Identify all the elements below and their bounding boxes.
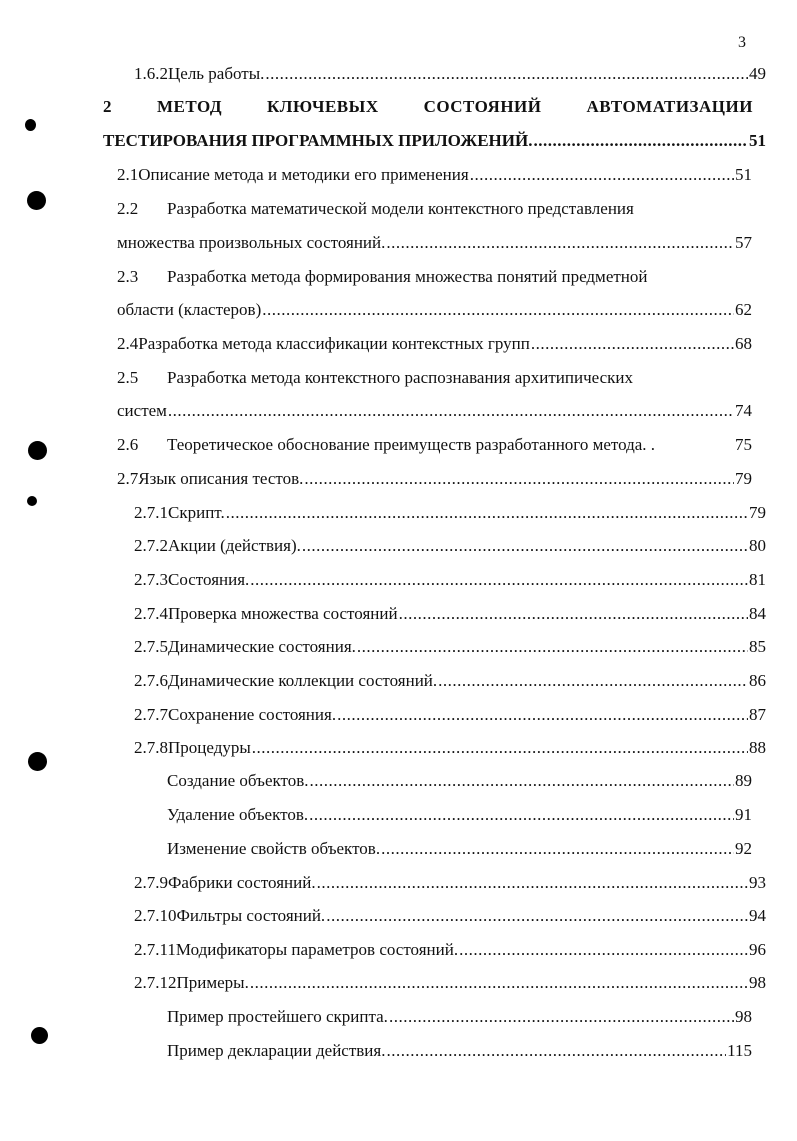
toc-title: Цель работы. [168, 64, 265, 83]
punch-hole [28, 752, 47, 771]
leader-dots [226, 503, 748, 523]
toc-subentry [167, 771, 752, 791]
toc-entry [117, 165, 752, 185]
toc-subentry [167, 1007, 752, 1027]
toc-entry-line1 [117, 368, 633, 388]
toc-page: 79 [749, 503, 766, 522]
toc-title: Создание объектов. [167, 771, 309, 790]
toc-page: 57 [735, 233, 752, 252]
leader-dots [459, 940, 748, 960]
toc-title: Пример простейшего скрипта. [167, 1007, 388, 1026]
leader-dots [310, 771, 734, 791]
toc-title: Сохранение состояния. [168, 705, 337, 724]
toc-number: 2.2 [117, 199, 139, 218]
toc-title: Процедуры [168, 738, 251, 757]
toc-number: 2.7.3 [134, 570, 168, 589]
toc-entry [134, 503, 766, 523]
leader-dots [302, 536, 748, 556]
leader-dots [265, 64, 748, 84]
toc-title: Описание метода и методики его применения [138, 165, 469, 184]
toc-title: Пример декларации действия. [167, 1041, 386, 1060]
toc-page: 49 [749, 64, 766, 83]
toc-number: 2.7.1 [134, 503, 168, 522]
toc-title: Проверка множества состояний [168, 604, 398, 623]
toc-entry [134, 637, 766, 657]
leader-dots [399, 604, 748, 624]
punch-hole [27, 496, 37, 506]
toc-page: 68 [735, 334, 752, 353]
toc-number: 2.7.4 [134, 604, 168, 623]
toc-page: 86 [749, 671, 766, 690]
toc-entry [134, 570, 766, 590]
leader-dots [337, 705, 748, 725]
toc-entry [117, 334, 752, 354]
leader-dots [326, 906, 748, 926]
leader-dots [531, 334, 734, 354]
leader-dots [262, 300, 734, 320]
leader-dots [357, 637, 748, 657]
toc-page: 89 [735, 771, 752, 790]
toc-page: 93 [749, 873, 766, 892]
toc-title: Разработка метода классификации контекстных групп [138, 334, 530, 353]
leader-dots [304, 469, 734, 489]
toc-entry [134, 738, 766, 758]
toc-subentry [167, 839, 752, 859]
toc-page: 98 [735, 1007, 752, 1026]
toc-title: Фильтры состояний. [176, 906, 326, 925]
chapter-title: ТЕСТИРОВАНИЯ ПРОГРАММНЫХ ПРИЛОЖЕНИЙ. [103, 131, 533, 150]
toc-entry-line1 [117, 267, 647, 287]
toc-entry [134, 64, 766, 84]
toc-title-cont: систем [117, 401, 167, 420]
leader-dots [317, 873, 748, 893]
toc-page: 51 [735, 165, 752, 184]
chapter-heading-line1 [103, 97, 753, 117]
toc-title: Фабрики состояний. [168, 873, 316, 892]
chapter-word: СОСТОЯНИЙ [423, 97, 542, 116]
toc-page: 92 [735, 839, 752, 858]
leader-dots [168, 401, 734, 421]
toc-entry-line2 [117, 233, 752, 253]
toc-page: 87 [749, 705, 766, 724]
toc-page: 80 [749, 536, 766, 555]
toc-number: 2.7.9 [134, 873, 168, 892]
toc-subentry [167, 805, 752, 825]
leader-dots [533, 131, 748, 151]
toc-title: Скрипт. [168, 503, 225, 522]
toc-entry [134, 873, 766, 893]
toc-number: 2.7.7 [134, 705, 168, 724]
toc-title: Изменение свойств объектов. [167, 839, 381, 858]
toc-title: Акции (действия). [168, 536, 301, 555]
punch-hole [28, 441, 47, 460]
chapter-heading-line2 [103, 131, 766, 151]
chapter-number: 2 [103, 97, 112, 116]
toc-page: 51 [749, 131, 766, 150]
toc-page: 98 [749, 973, 766, 992]
toc-subentry [167, 1041, 752, 1061]
toc-number: 2.7.10 [134, 906, 177, 925]
leader-dots [386, 233, 734, 253]
toc-number: 2.7.8 [134, 738, 168, 757]
punch-hole [31, 1027, 48, 1044]
toc-number: 2.7 [117, 469, 139, 488]
toc-entry [117, 435, 752, 455]
toc-entry [134, 536, 766, 556]
toc-number: 2.5 [117, 368, 139, 387]
toc-entry [134, 973, 766, 993]
toc-title-cont: множества произвольных состояний. [117, 233, 386, 252]
toc-page: 79 [735, 469, 752, 488]
leader-dots [381, 839, 734, 859]
chapter-word: МЕТОД [156, 97, 223, 116]
punch-hole [25, 119, 36, 131]
toc-entry-line2 [117, 300, 752, 320]
toc-page: 88 [749, 738, 766, 757]
toc-number: 2.7.11 [134, 940, 176, 959]
toc-entry [134, 940, 766, 960]
toc-page: 85 [749, 637, 766, 656]
toc-title: Теоретическое обоснование преимуществ разработанного метода. . [167, 435, 656, 454]
toc-title: Язык описания тестов. [138, 469, 304, 488]
toc-title: Примеры. [176, 973, 249, 992]
toc-title: Состояния. [168, 570, 250, 589]
toc-title: Динамические коллекции состояний. [168, 671, 438, 690]
leader-dots [389, 1007, 734, 1027]
toc-number: 2.7.5 [134, 637, 168, 656]
toc-entry-line1 [117, 199, 634, 219]
toc-number: 2.7.6 [134, 671, 168, 690]
toc-page: 74 [735, 401, 752, 420]
leader-dots [386, 1041, 726, 1061]
toc-entry [134, 604, 766, 624]
toc-entry [134, 705, 766, 725]
toc-number: 2.4 [117, 334, 139, 353]
page-number: 3 [738, 34, 746, 51]
leader-dots [250, 973, 748, 993]
leader-dots [309, 805, 734, 825]
toc-entry [117, 469, 752, 489]
toc-number: 2.3 [117, 267, 139, 286]
leader-dots [252, 738, 748, 758]
toc-page: 96 [749, 940, 766, 959]
toc-page: 94 [749, 906, 766, 925]
toc-page: 84 [749, 604, 766, 623]
toc-number: 1.6.2 [134, 64, 168, 83]
chapter-word: АВТОМАТИЗАЦИИ [586, 97, 753, 116]
toc-title: Разработка метода контекстного распознавания архитипических [167, 368, 633, 387]
toc-title: Разработка метода формирования множества понятий предметной [167, 267, 648, 286]
toc-page: 81 [749, 570, 766, 589]
punch-hole [27, 191, 46, 210]
toc-title: Разработка математической модели контекстного представления [167, 199, 634, 218]
toc-title-cont: области (кластеров) [117, 300, 262, 319]
leader-dots [470, 165, 734, 185]
leader-dots [250, 570, 748, 590]
toc-number: 2.6 [117, 435, 139, 454]
toc-number: 2.7.12 [134, 973, 177, 992]
toc-number: 2.1 [117, 165, 139, 184]
leader-dots [438, 671, 748, 691]
chapter-word: КЛЮЧЕВЫХ [266, 97, 379, 116]
toc-page: 62 [735, 300, 752, 319]
toc-page: 75 [735, 435, 752, 454]
toc-title: Модификаторы параметров состояний. [175, 940, 459, 959]
toc-number: 2.7.2 [134, 536, 168, 555]
toc-entry [134, 671, 766, 691]
toc-title: Удаление объектов. [167, 805, 309, 824]
toc-page: 115 [727, 1041, 752, 1060]
toc-title: Динамические состояния. [168, 637, 356, 656]
toc-entry-line2 [117, 401, 752, 421]
toc-entry [134, 906, 766, 926]
toc-page: 91 [735, 805, 752, 824]
